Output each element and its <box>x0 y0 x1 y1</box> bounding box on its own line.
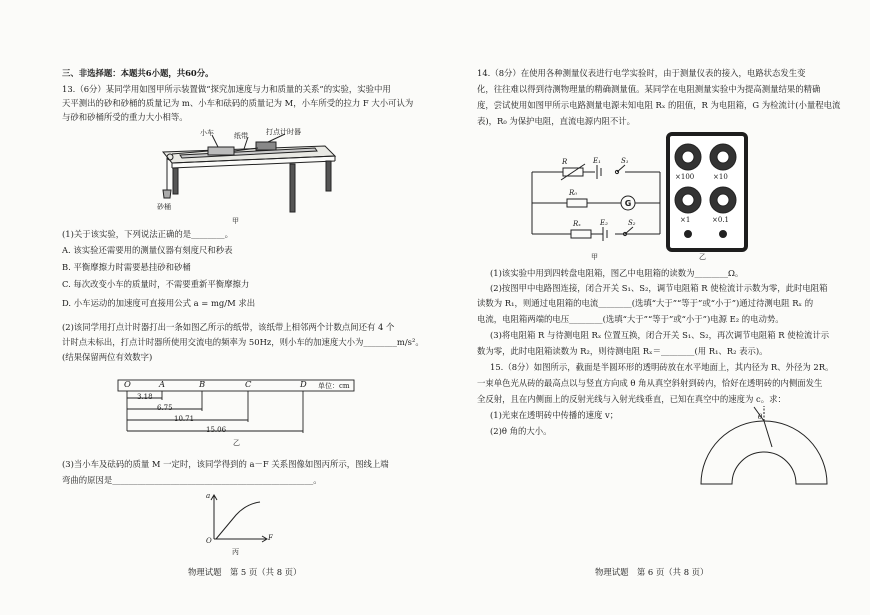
q14-intro-line: 度，尝试使用如图甲所示电路测量电源未知电阻 Rₓ 的阻值，R 为电阻箱，G 为检流计(小量程电流 <box>477 100 841 110</box>
tape-distance: 15.06 <box>206 426 227 434</box>
q14-intro-line: 14.（8分）在使用各种测量仪表进行电学实验时，由于测量仪表的接入，电路状态发生变 <box>477 68 806 78</box>
q15-part2: (2)θ 角的大小。 <box>490 426 552 436</box>
tape-point-d: D <box>300 379 307 389</box>
q13-part2-line: (2)该同学用打点计时器打出一条如图乙所示的纸带，该纸带上相邻两个计数点间还有 4 个 <box>62 322 395 332</box>
tape-distance: 6.75 <box>157 404 173 412</box>
graph-x-label: F <box>268 534 273 542</box>
q14-part1: (1)该实验中用到四转盘电阻箱，图乙中电阻箱的读数为________Ω。 <box>490 268 744 278</box>
caption-circuit-jia: 甲 <box>591 253 598 261</box>
tape-point-a: A <box>159 379 166 389</box>
q15-intro-line: 全反射，且在内侧面上的反射光线与入射光线垂直，已知在真空中的速度为 c。求： <box>477 394 786 404</box>
label-bucket: 砂桶 <box>157 203 171 211</box>
q14-part3-line: (3)将电阻箱 R 与待测电阻 Rₓ 位置互换，闭合开关 S₁、S₂，再次调节电阻箱 R 使检流计示 <box>490 330 830 340</box>
dial-label-x01: ×0.1 <box>712 216 729 224</box>
dial-label-x10: ×10 <box>713 173 728 181</box>
option-c: C. 每次改变小车的质量时，不需要重新平衡摩擦力 <box>62 279 250 289</box>
label-r0: R₀ <box>569 189 578 197</box>
tape-unit: 单位：cm <box>318 382 350 390</box>
label-s2: S₂ <box>628 219 636 227</box>
q13-part3-line: 弯曲的原因是________________________________________________。 <box>62 475 322 485</box>
label-e2: E₂ <box>600 219 608 227</box>
q14-intro-line: 表)，R₀ 为保护电阻，直流电源内阻不计。 <box>477 116 635 126</box>
label-tape: 纸带 <box>234 132 248 140</box>
dial-label-x1: ×1 <box>680 216 691 224</box>
q14-part2-line: 读数为 R₁，则通过电阻箱的电流________(选填“大于”“等于”或“小于”)通过待测电阻 Rₓ 的 <box>477 298 814 308</box>
label-r: R <box>562 158 568 166</box>
q15-intro-line: 一束单色光从砖的最高点以与竖直方向成 θ 角从真空斜射到砖内，恰好在透明砖的内侧面发生 <box>477 378 823 388</box>
caption-jia: 甲 <box>232 217 239 225</box>
q15-intro-line: 15.（8分）如图所示，截面是半圆环形的透明砖放在水平地面上，其内径为 R、外径为 2R。 <box>490 362 834 372</box>
theta-label: θ <box>758 413 763 421</box>
graph-y-label: a <box>206 492 211 500</box>
option-d: D. 小车运动的加速度可直接用公式 a = mg/M 求出 <box>62 298 256 308</box>
q13-part2-line: 计时点未标出，打点计时器所使用交流电的频率为 50Hz，则小车的加速度大小为________m/s²。 <box>62 337 424 347</box>
q13-intro-line: 天平测出的砂和砂桶的质量记为 m、小车和砝码的质量记为 M，小车所受的拉力 F 大小可认为 <box>62 98 414 108</box>
q13-part1: (1)关于该实验，下列说法正确的是________。 <box>62 229 233 239</box>
figure-semicircle-ring <box>435 0 870 615</box>
q14-part3-line: 数为零，此时电阻箱读数为 R₂，则待测电阻 Rₓ＝________(用 R₁、R₂ 表示)。 <box>477 346 768 356</box>
option-a: A. 该实验还需要用的测量仪器有刻度尺和秒表 <box>62 245 233 255</box>
q13-intro-line: 13.（6分）某同学用如图甲所示装置做“探究加速度与力和质量的关系”的实验，实验中用 <box>62 84 391 94</box>
tape-point-b: B <box>199 379 206 389</box>
label-s1: S₁ <box>621 157 629 165</box>
option-b: B. 平衡摩擦力时需要悬挂砂和砂桶 <box>62 262 191 272</box>
caption-bing: 丙 <box>232 548 239 556</box>
q13-part2-line: (结果保留两位有效数字) <box>62 352 153 362</box>
galvanometer-symbol: G <box>624 199 632 208</box>
label-rx: Rₓ <box>573 220 581 228</box>
tape-distance: 3.18 <box>137 393 153 401</box>
graph-origin: O <box>206 537 212 545</box>
q14-part2-line: 电流，电阻箱两端的电压________(选填“大于”“等于”或“小于”)电源 E₂ 的电动势。 <box>477 314 784 324</box>
label-e1: E₁ <box>593 157 601 165</box>
label-timer: 打点计时器 <box>266 128 301 136</box>
section-heading: 三、非选择题：本题共6小题，共60分。 <box>62 68 214 78</box>
q13-part3-line: (3)当小车及砝码的质量 M 一定时，该同学得到的 a－F 关系图像如图丙所示，图线上端 <box>62 459 389 469</box>
caption-box-yi: 乙 <box>699 253 706 261</box>
q15-part1: (1)光束在透明砖中传播的速度 v； <box>490 410 619 420</box>
right-page <box>435 0 870 615</box>
q14-part2-line: (2)按图甲中电路图连接，闭合开关 S₁、S₂，调节电阻箱 R 使检流计示数为零，此时电阻箱 <box>490 283 828 293</box>
footer-page5: 物理试题 第 5 页（共 8 页） <box>188 567 302 577</box>
q14-intro-line: 化，往往难以得到待测物理量的精确测量值。某同学在电阻测量实验中为提高测量结果的精确 <box>477 84 821 94</box>
caption-yi: 乙 <box>233 439 240 447</box>
tape-distance: 10.71 <box>174 415 195 423</box>
label-cart: 小车 <box>200 129 214 137</box>
q13-intro-line: 与砂和砂桶所受的重力大小相等。 <box>62 112 188 122</box>
tape-point-o: O <box>124 379 131 389</box>
footer-page6: 物理试题 第 6 页（共 8 页） <box>595 567 709 577</box>
tape-point-c: C <box>245 379 252 389</box>
dial-label-x100: ×100 <box>675 173 695 181</box>
